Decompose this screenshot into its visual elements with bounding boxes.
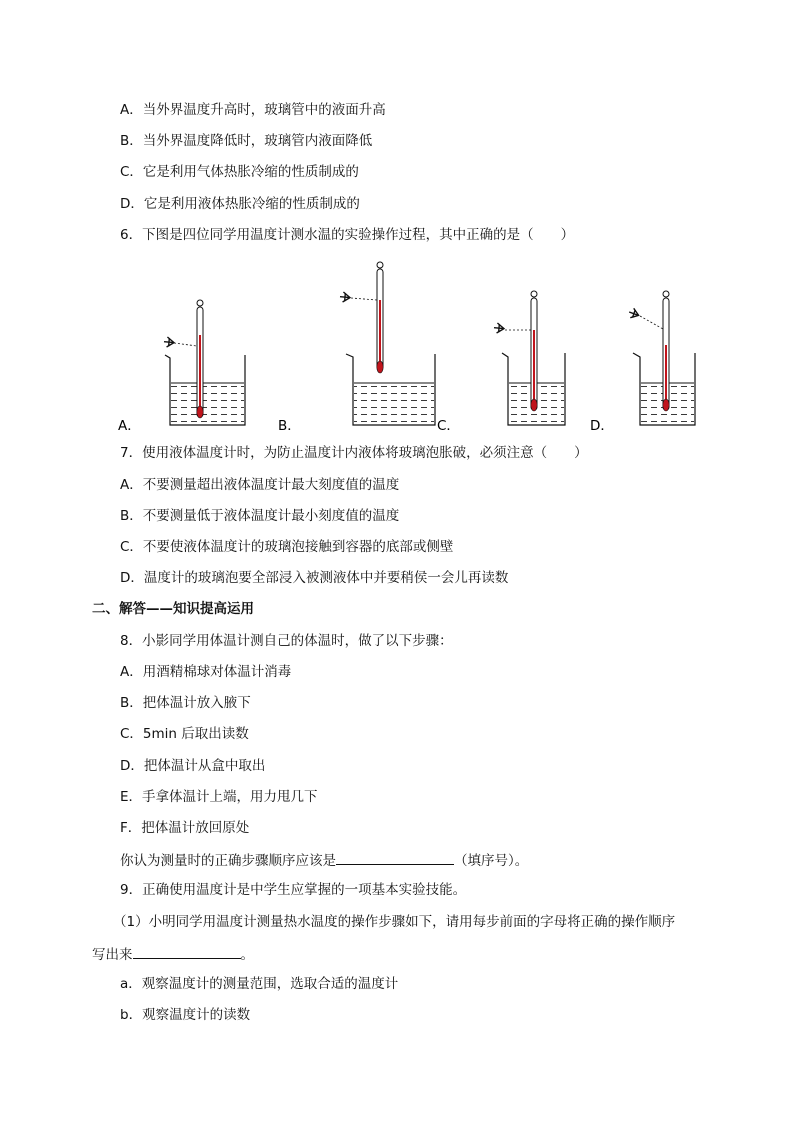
q5-option-b: B．当外界温度降低时，玻璃管内液面降低 (120, 133, 373, 149)
thermometer-figure (110, 250, 710, 435)
q5-option-a: A．当外界温度升高时，玻璃管中的液面升高 (120, 102, 386, 118)
q7-option-c: C．不要使液体温度计的玻璃泡接触到容器的底部或侧壁 (120, 539, 454, 555)
q8-answer-prefix: 你认为测量时的正确步骤顺序应该是 (120, 853, 336, 869)
q7-stem: 7．使用液体温度计时，为防止温度计内液体将玻璃泡胀破，必须注意（ ） (120, 445, 588, 461)
q7-option-b: B．不要测量低于液体温度计最小刻度值的温度 (120, 508, 400, 524)
figure-d (627, 291, 695, 425)
q8-step-f: F．把体温计放回原处 (120, 820, 250, 836)
q5-option-c: C．它是利用气体热胀冷缩的性质制成的 (120, 164, 359, 180)
q7-option-a: A．不要测量超出液体温度计最大刻度值的温度 (120, 477, 400, 493)
q8-answer-suffix: （填序号）。 (454, 853, 529, 869)
figure-b (340, 262, 435, 425)
figure-a (164, 300, 245, 425)
figure-label-c: C． (437, 418, 460, 434)
eye-icon (164, 337, 175, 348)
q9-step-a: a．观察温度计的测量范围，选取合适的温度计 (120, 976, 399, 992)
figure-label-b: B． (278, 418, 301, 434)
q7-option-d: D．温度计的玻璃泡要全部浸入被测液体中并要稍侯一会儿再读数 (120, 570, 509, 586)
q8-stem: 8．小影同学用体温计测自己的体温时，做了以下步骤： (120, 633, 453, 649)
q9-part1-line1: （1）小明同学用温度计测量热水温度的操作步骤如下，请用每步前面的字母将正确的操作顺序 (113, 914, 676, 930)
q9-stem: 9．正确使用温度计是中学生应掌握的一项基本实验技能。 (120, 882, 467, 898)
figure-label-a: A． (118, 418, 141, 434)
q9-step-b: b．观察温度计的读数 (120, 1007, 251, 1023)
q5-option-d: D．它是利用液体热胀冷缩的性质制成的 (120, 196, 360, 212)
eye-icon (340, 292, 351, 303)
q8-step-e: E．手拿体温计上端，用力甩几下 (120, 789, 318, 805)
q8-step-b: B．把体温计放入腋下 (120, 695, 251, 711)
q9-part1-suffix: 。 (240, 947, 254, 963)
q8-step-d: D．把体温计从盒中取出 (120, 758, 266, 774)
section-heading: 二、解答——知识提高运用 (92, 601, 254, 617)
q9-part1-blank[interactable] (133, 944, 241, 959)
q8-step-c: C．5min 后取出读数 (120, 726, 249, 742)
q8-answer-line (120, 850, 528, 870)
q8-step-a: A．用酒精棉球对体温计消毒 (120, 664, 292, 680)
eye-icon (494, 323, 505, 334)
q9-part1-prefix: 写出来 (92, 947, 133, 963)
eye-icon (627, 307, 640, 320)
q9-part1-line2 (92, 944, 254, 964)
figure-label-d: D． (590, 418, 614, 434)
q6-stem: 6．下图是四位同学用温度计测水温的实验操作过程，其中正确的是（ ） (120, 227, 575, 243)
q8-answer-blank[interactable] (336, 850, 454, 865)
figure-c (494, 291, 565, 425)
